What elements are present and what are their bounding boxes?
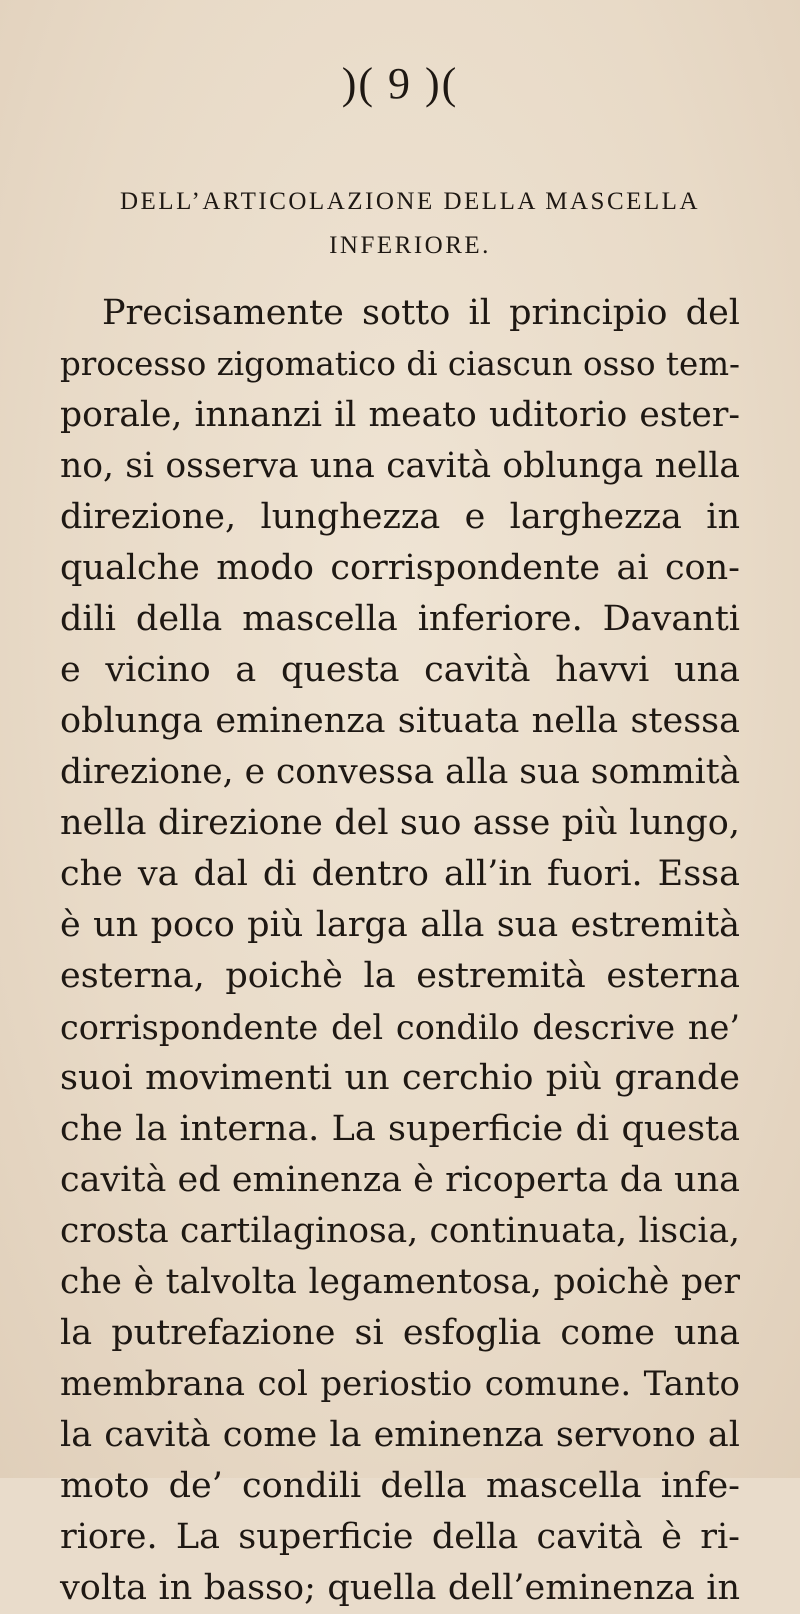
text-line: membrana col periostio comune. Tanto	[60, 1364, 740, 1404]
text-line: direzione, e convessa alla sua sommità	[60, 752, 741, 792]
text-line: corrispondente del condilo descrive ne’	[60, 1008, 740, 1047]
text-line: crosta cartilaginosa, continuata, liscia,	[60, 1211, 740, 1251]
text-line: processo zigomatico di ciascun osso tem-	[60, 345, 740, 383]
text-line: la putrefazione si esfoglia come una	[60, 1313, 740, 1353]
chapter-title-line-2: INFERIORE.	[329, 232, 491, 259]
text-line: qualche modo corrispondente ai con-	[60, 548, 740, 588]
text-line: è un poco più larga alla sua estremità	[60, 905, 740, 945]
text-line: e vicino a questa cavità havvi una	[60, 650, 740, 690]
text-line: moto de’ condili della mascella infe-	[60, 1466, 740, 1506]
text-line: esterna, poichè la estremità esterna	[60, 956, 740, 996]
text-line: direzione, lunghezza e larghezza in	[60, 497, 740, 537]
text-line: che è talvolta legamentosa, poichè per	[60, 1262, 740, 1302]
chapter-title-line-1: DELL’ARTICOLAZIONE DELLA MASCELLA	[119, 188, 701, 215]
text-line: no, si osserva una cavità oblunga nella	[60, 446, 740, 486]
text-line: oblunga eminenza situata nella stessa	[60, 701, 740, 741]
text-line: Precisamente sotto il principio del	[102, 293, 740, 333]
body-paragraph	[60, 288, 740, 1614]
page-header: )( 9 )(	[341, 59, 459, 108]
text-line: dili della mascella inferiore. Davanti	[60, 599, 740, 639]
text-line: suoi movimenti un cerchio più grande	[60, 1058, 740, 1098]
text-line: che la interna. La superficie di questa	[60, 1109, 740, 1149]
text-line: volta in basso; quella dell’eminenza in	[60, 1568, 740, 1608]
text-line: porale, innanzi il meato uditorio ester-	[60, 395, 740, 435]
text-line: che va dal di dentro all’in fuori. Essa	[60, 854, 740, 894]
text-line: riore. La superficie della cavità è ri-	[60, 1517, 740, 1557]
chapter-title	[90, 180, 730, 268]
text-line: cavità ed eminenza è ricoperta da una	[60, 1160, 740, 1200]
text-line: la cavità come la eminenza servono al	[60, 1415, 740, 1455]
text-line: nella direzione del suo asse più lungo,	[60, 803, 740, 843]
